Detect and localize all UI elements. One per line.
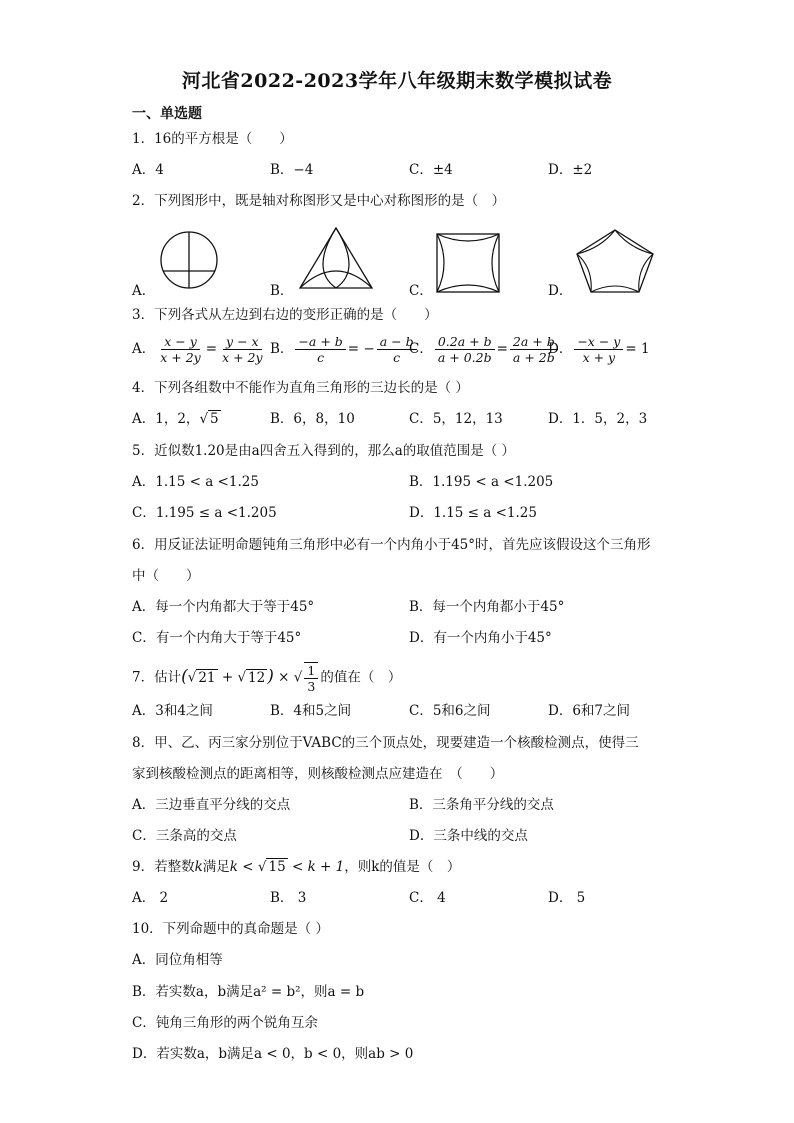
- q3b-den1: c: [317, 350, 325, 365]
- q5-option-d: D．1.15 ≤ a <1.25: [409, 505, 537, 521]
- q7-frac-den: 3: [307, 679, 316, 694]
- q7-lparen: (: [181, 666, 188, 687]
- q4-option-c: C．5，12，13: [409, 411, 503, 427]
- figure-triangle-arcs: [296, 224, 376, 294]
- q7-sqrt-a-symbol: √: [187, 669, 197, 686]
- question-6-stem-line2: 中（ ）: [132, 568, 200, 584]
- q3a-frac-left: [157, 334, 204, 365]
- q9-option-a: A． 2: [132, 890, 169, 906]
- q1-option-c: C．±4: [409, 162, 453, 178]
- q7-rparen: ): [267, 666, 274, 687]
- q3b-den2: c: [393, 350, 401, 365]
- q4-option-a: [132, 409, 221, 429]
- q8-option-c: C．三条高的交点: [132, 828, 237, 844]
- q3d-den1: x + y: [582, 350, 616, 365]
- q5-option-c: C．1.195 ≤ a <1.205: [132, 505, 277, 521]
- q9-stem-mid: 满足: [202, 859, 230, 875]
- q2-option-c: C．: [409, 283, 433, 299]
- q1-option-d: D．±2: [548, 162, 593, 178]
- q2-option-b: B．: [270, 283, 294, 299]
- q3-option-c-label: C．: [409, 341, 433, 357]
- q3-option-c: C． $\frac{0.2a + b}{a + 0.2b}$ = $\frac{2a + b}{a + 2b}$: [409, 334, 560, 365]
- q3-option-a-label: A．: [132, 341, 156, 357]
- section-heading: 一、单选题: [132, 106, 202, 122]
- figure-square-arcs: [433, 230, 503, 296]
- question-9-stem: [132, 857, 460, 877]
- question-8-stem-line2: 家到核酸检测点的距离相等，则核酸检测点应建造在 （ ）: [132, 766, 504, 782]
- q7-stem-suffix: 的值在（ ）: [320, 669, 402, 686]
- q9-var: k: [194, 859, 203, 875]
- q4-option-a-label: A．1，2，: [132, 411, 200, 427]
- q3a-frac-right: [219, 334, 266, 365]
- question-10-stem: 10．下列命题中的真命题是（ ）: [132, 921, 329, 937]
- q7-sqrt-b-symbol: √: [237, 669, 247, 686]
- q9-sqrt-value: 15: [268, 859, 286, 875]
- q3b-num2: a − b: [377, 334, 417, 350]
- q6-option-a: A．每一个内角都大于等于45°: [132, 599, 315, 615]
- q3c-num2: 2a + b: [510, 334, 558, 350]
- q9-option-d: D． 5: [548, 890, 586, 906]
- q4-sqrt-value: 5: [210, 411, 219, 427]
- q8-option-d: D．三条中线的交点: [409, 828, 528, 844]
- q6-option-c: C．有一个内角大于等于45°: [132, 630, 302, 646]
- q3c-frac-left: [435, 334, 495, 365]
- page-title: 河北省2022-2023学年八年级期末数学模拟试卷: [181, 70, 613, 92]
- q1-option-a: A．4: [132, 162, 164, 178]
- q3-option-a: A． $\frac{x - y}{x + 2y}$ = $\frac{y - x}{x + 2y}$: [132, 334, 268, 365]
- q3c-num1: 0.2a + b: [435, 334, 495, 350]
- q6-option-d: D．有一个内角小于45°: [409, 630, 552, 646]
- q7-option-b: B．4和5之间: [270, 703, 352, 719]
- q2-option-d: D．: [548, 283, 573, 299]
- q9-sqrt-symbol: √: [257, 859, 267, 875]
- q1-option-b: B．−4: [270, 162, 314, 178]
- figure-pentagon-arcs: [573, 226, 657, 296]
- q3d-num1: −x − y: [574, 334, 623, 350]
- q8-option-b: B．三条角平分线的交点: [409, 797, 554, 813]
- q9-ineq-left: k <: [229, 859, 254, 875]
- question-2-stem: 2．下列图形中，既是轴对称图形又是中心对称图形的是（ ）: [132, 193, 506, 209]
- question-1-stem: 1．16的平方根是（ ）: [132, 131, 293, 147]
- q3c-den1: a + 0.2b: [437, 350, 492, 365]
- q4-sqrt-symbol: √: [199, 411, 209, 427]
- q7-sqrt-frac-symbol: √: [293, 669, 303, 686]
- q9-ineq-right: < k + 1: [291, 859, 345, 875]
- q9-option-b: B． 3: [270, 890, 307, 906]
- q7-stem-prefix: 7．估计: [132, 669, 182, 686]
- q7-option-d: D．6和7之间: [548, 703, 631, 719]
- q7-option-c: C．5和6之间: [409, 703, 491, 719]
- question-4-stem: 4．下列各组数中不能作为直角三角形的三边长的是（ ）: [132, 380, 469, 396]
- q9-stem-suffix: ，则k的值是（ ）: [344, 859, 461, 875]
- q7-frac: [304, 662, 318, 694]
- q3-option-d-label: D．: [548, 341, 573, 357]
- q3-option-d: [548, 334, 650, 365]
- question-3-stem: 3．下列各式从左边到右边的变形正确的是（ ）: [132, 307, 438, 323]
- q2-option-a: A．: [132, 283, 156, 299]
- q8-option-a: A．三边垂直平分线的交点: [132, 797, 291, 813]
- q3a-den2: x + 2y: [222, 350, 263, 365]
- q10-option-c: C．钝角三角形的两个锐角互余: [132, 1015, 318, 1031]
- q4-option-d: D．1．5，2，3: [548, 411, 648, 427]
- q4-option-b: B．6，8，10: [270, 411, 355, 427]
- q3-option-b: B． $\frac{-a + b}{c}$ = − $\frac{a - b}{c}$: [270, 334, 419, 365]
- q10-option-b: B．若实数a，b满足a² = b²，则a = b: [132, 984, 365, 1000]
- q10-option-a: A．同位角相等: [132, 952, 223, 968]
- figure-circle-cross: [155, 228, 225, 294]
- q7-sqrt-a: 21: [198, 669, 216, 686]
- question-6-stem-line1: 6．用反证法证明命题钝角三角形中必有一个内角小于45°时，首先应该假设这个三角形: [132, 537, 651, 553]
- q3b-num1: −a + b: [295, 334, 345, 350]
- q3c-den2: a + 2b: [512, 350, 555, 365]
- q3a-den1: x + 2y: [160, 350, 201, 365]
- q3b-frac-left: [295, 334, 345, 365]
- q3d-frac: [574, 334, 623, 365]
- q5-option-a: A．1.15 < a <1.25: [132, 474, 259, 490]
- q9-option-c: C． 4: [409, 890, 446, 906]
- q7-frac-num: 1: [304, 663, 318, 679]
- q3a-num1: x − y: [161, 334, 200, 350]
- q3a-num2: y − x: [223, 334, 262, 350]
- q3d-rhs: = 1: [625, 341, 650, 357]
- q7-sqrt-b: 12: [248, 669, 266, 686]
- question-5-stem: 5．近似数1.20是由a四舍五入得到的，那么a的取值范围是（ ）: [132, 443, 516, 459]
- q10-option-d: D．若实数a，b满足a < 0，b < 0，则ab > 0: [132, 1046, 414, 1062]
- q6-option-b: B．每一个内角都小于45°: [409, 599, 565, 615]
- question-8-stem-line1: 8．甲、乙、丙三家分别位于VABC的三个顶点处，现要建造一个核酸检测点，使得三: [132, 735, 639, 751]
- q5-option-b: B．1.195 < a <1.205: [409, 474, 554, 490]
- question-7-stem: 7．估计(√ 21 + √ 12 ) × √ $\frac{1}{3}$ 的值在（ ）: [132, 663, 402, 694]
- q9-stem-prefix: 9．若整数: [132, 859, 195, 875]
- q3-option-b-label: B．: [270, 341, 294, 357]
- q7-option-a: A．3和4之间: [132, 703, 213, 719]
